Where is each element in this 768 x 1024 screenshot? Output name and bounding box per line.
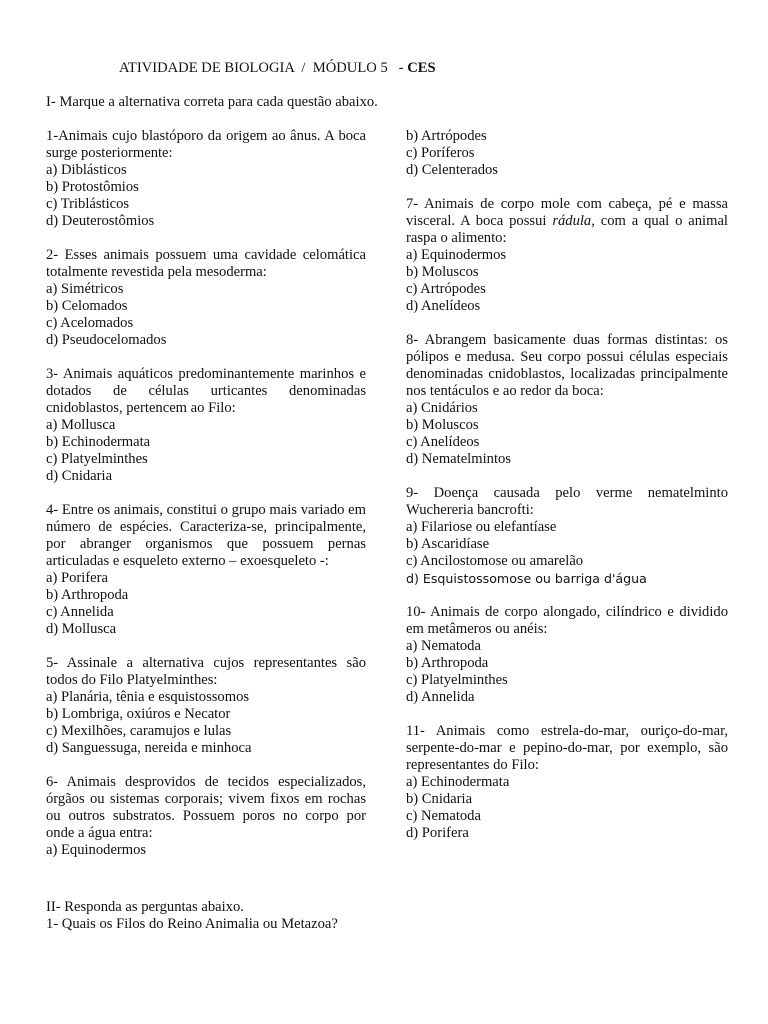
option: b) Ascaridíase bbox=[406, 536, 490, 552]
title-text: ATIVIDADE DE BIOLOGIA / MÓDULO 5 - bbox=[119, 60, 408, 76]
option: a) Equinodermos bbox=[46, 842, 147, 858]
page-title bbox=[119, 60, 719, 77]
option: a) Mollusca bbox=[46, 417, 116, 433]
option: d) Sanguessuga, nereida e minhoca bbox=[46, 740, 252, 756]
option: b) Artrópodes bbox=[406, 128, 487, 144]
option: b) Protostômios bbox=[46, 179, 139, 195]
question-text: 1-Animais cujo blastóporo da origem ao ânus. A boca surge posteriormente: bbox=[46, 128, 366, 161]
question-7 bbox=[406, 196, 728, 315]
option: d) Pseudocelomados bbox=[46, 332, 167, 348]
question-text-part: , com a qual o animal raspa o alimento: bbox=[406, 213, 728, 246]
question-1 bbox=[46, 128, 366, 230]
question-text: 9- Doença causada pelo verme nematelminto Wuchereria bancrofti: bbox=[406, 485, 728, 518]
option: b) Celomados bbox=[46, 298, 128, 314]
option: d) Nematelmintos bbox=[406, 451, 511, 467]
option: c) Acelomados bbox=[46, 315, 134, 331]
option: d) Deuterostômios bbox=[46, 213, 155, 229]
option: a) Porifera bbox=[46, 570, 108, 586]
option: a) Simétricos bbox=[46, 281, 124, 297]
option: a) Nematoda bbox=[406, 638, 481, 654]
option: a) Filariose ou elefantíase bbox=[406, 519, 557, 535]
option: a) Echinodermata bbox=[406, 774, 510, 790]
question-8 bbox=[406, 332, 728, 468]
option: d) Porifera bbox=[406, 825, 469, 841]
question-3 bbox=[46, 366, 366, 485]
question-9 bbox=[406, 485, 728, 587]
section-1-intro: I- Marque a alternativa correta para cada questão abaixo. bbox=[46, 94, 378, 110]
option: a) Cnidários bbox=[406, 400, 478, 416]
question-6-continued bbox=[406, 128, 728, 179]
question-text: 2- Esses animais possuem uma cavidade celomática totalmente revestida pela mesoderma: bbox=[46, 247, 366, 280]
option: b) Arthropoda bbox=[406, 655, 489, 671]
section-2-question-1: 1- Quais os Filos do Reino Animalia ou Metazoa? bbox=[46, 916, 338, 932]
option: d) Esquistossomose ou barriga d'água bbox=[406, 571, 647, 586]
option: c) Nematoda bbox=[406, 808, 481, 824]
question-11 bbox=[406, 723, 728, 842]
option: b) Lombriga, oxiúros e Necator bbox=[46, 706, 231, 722]
option: c) Artrópodes bbox=[406, 281, 486, 297]
section-2 bbox=[46, 899, 726, 933]
option: c) Poríferos bbox=[406, 145, 475, 161]
left-column bbox=[46, 128, 366, 876]
question-text: 6- Animais desprovidos de tecidos especializados, órgãos ou sistemas corporais; vivem fixos em rochas ou outros substratos. Possuem poros no corpo por onde a água entra: bbox=[46, 774, 366, 841]
option: d) Annelida bbox=[406, 689, 475, 705]
option: a) Planária, tênia e esquistossomos bbox=[46, 689, 250, 705]
question-text-emphasis: rádula bbox=[552, 213, 592, 229]
question-text: 5- Assinale a alternativa cujos representantes são todos do Filo Platyelminthes: bbox=[46, 655, 366, 688]
section-2-heading: II- Responda as perguntas abaixo. bbox=[46, 899, 244, 915]
option: a) Diblásticos bbox=[46, 162, 127, 178]
question-text: 4- Entre os animais, constitui o grupo mais variado em número de espécies. Caracteriza-se, principalmente, por abranger organismos que possuem pernas articuladas e esqueleto externo – exoesqueleto -: bbox=[46, 502, 366, 569]
option: b) Cnidaria bbox=[406, 791, 473, 807]
right-column bbox=[406, 128, 728, 859]
option: c) Triblásticos bbox=[46, 196, 130, 212]
option: d) Celenterados bbox=[406, 162, 498, 178]
question-text: 3- Animais aquáticos predominantemente marinhos e dotados de células urticantes denominadas cnidoblastos, pertencem ao Filo: bbox=[46, 366, 366, 416]
option: c) Platyelminthes bbox=[46, 451, 148, 467]
option: d) Cnidaria bbox=[46, 468, 113, 484]
question-10 bbox=[406, 604, 728, 706]
option: b) Moluscos bbox=[406, 417, 479, 433]
option: c) Mexilhões, caramujos e lulas bbox=[46, 723, 232, 739]
option: c) Annelida bbox=[46, 604, 114, 620]
question-text: 8- Abrangem basicamente duas formas distintas: os pólipos e medusa. Seu corpo possui células especiais denominadas cnidoblastos, localizadas principalmente nos tentáculos e ao redor da boca: bbox=[406, 332, 728, 399]
option: d) Anelídeos bbox=[406, 298, 481, 314]
option: d) Mollusca bbox=[46, 621, 117, 637]
question-6 bbox=[46, 774, 366, 859]
option: a) Equinodermos bbox=[406, 247, 507, 263]
option: c) Anelídeos bbox=[406, 434, 480, 450]
question-text-part: 7- Animais de corpo mole com cabeça, pé e massa visceral. A boca possui bbox=[406, 196, 728, 229]
option: c) Ancilostomose ou amarelão bbox=[406, 553, 584, 569]
question-4 bbox=[46, 502, 366, 638]
question-text bbox=[406, 196, 728, 247]
question-5 bbox=[46, 655, 366, 757]
question-2 bbox=[46, 247, 366, 349]
question-text: 11- Animais como estrela-do-mar, ouriço-do-mar, serpente-do-mar e pepino-do-mar, por exemplo, são representantes do Filo: bbox=[406, 723, 728, 773]
option: b) Arthropoda bbox=[46, 587, 129, 603]
option: c) Platyelminthes bbox=[406, 672, 508, 688]
option: b) Echinodermata bbox=[46, 434, 151, 450]
title-ces: CES bbox=[407, 60, 436, 76]
option: b) Moluscos bbox=[406, 264, 479, 280]
question-text: 10- Animais de corpo alongado, cilíndrico e dividido em metâmeros ou anéis: bbox=[406, 604, 728, 637]
